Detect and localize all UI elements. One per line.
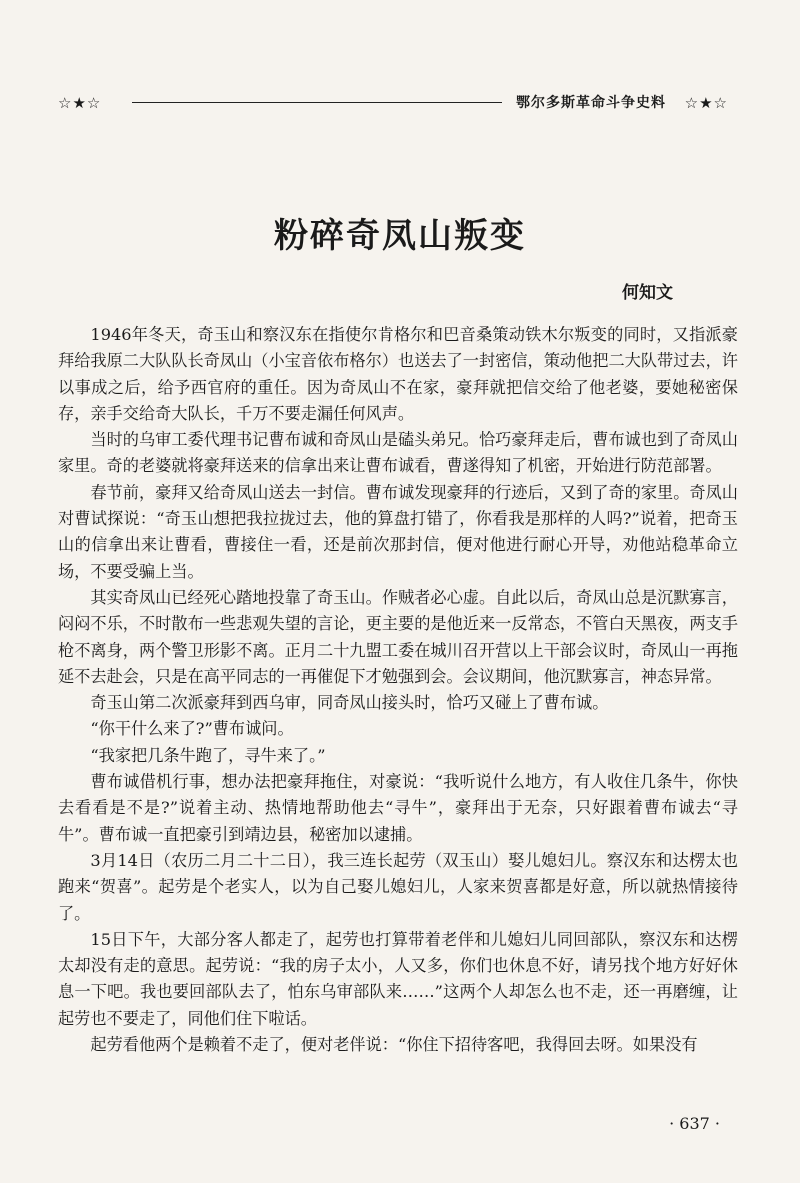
paragraph: “我家把几条牛跑了，寻牛来了。” [90, 745, 326, 765]
article-author: 何知文 [622, 283, 673, 303]
paragraph: 春节前，豪拜又给奇凤山送去一封信。曹布诚发现豪拜的行迹后，又到了奇的家里。奇凤山对曹试探说：“奇玉山想把我拉拢过去，他的算盘打错了，你看我是那样的人吗?”说着，把奇玉山的信拿出来让曹看，曹接住一看，还是前次那封信，便对他进行耐心开导，劝他站稳革命立场，不要受骗上当。 [58, 482, 738, 581]
paragraph: 其实奇凤山已经死心踏地投靠了奇玉山。作贼者必心虚。自此以后，奇凤山总是沉默寡言，闷闷不乐，不时散布一些悲观失望的言论，更主要的是他近来一反常态，不管白天黑夜，两支手枪不离身，两个警卫形影不离。正月二十九盟工委在城川召开营以上干部会议时，奇凤山一再拖延不去赴会，只是在高平同志的一再催促下才勉强到会。会议期间，他沉默寡言，神态异常。 [58, 587, 738, 686]
header-title: 鄂尔多斯革命斗争史料 [516, 95, 666, 111]
article-title: 粉碎奇凤山叛变 [274, 216, 526, 256]
paragraph: 起劳看他两个是赖着不走了，便对老伴说：“你住下招待客吧，我得回去呀。如果没有 [90, 1035, 698, 1055]
header-stars-left-icon: ☆★☆ [58, 94, 102, 112]
running-header [58, 92, 728, 114]
paragraph: 曹布诚借机行事，想办法把豪拜拖住，对豪说：“我听说什么地方，有人收住几条牛，你快去看看是不是?”说着主动、热情地帮助他去“寻牛”，豪拜出于无奈，只好跟着曹布诚去“寻牛”。曹布诚一直把豪引到靖边县，秘密加以逮捕。 [58, 772, 738, 844]
paragraph: 3月14日（农历二月二十二日），我三连长起劳（双玉山）娶儿媳妇儿。察汉东和达楞太也跑来“贺喜”。起劳是个老实人，以为自己娶儿媳妇儿，人家来贺喜都是好意，所以就热情接待了。 [58, 850, 738, 923]
page-number: · 637 · [669, 1114, 720, 1133]
header-stars-right-icon: ☆★☆ [684, 94, 728, 112]
paragraph: 奇玉山第二次派豪拜到西乌审，同奇凤山接头时，恰巧又碰上了曹布诚。 [90, 693, 609, 713]
paragraph: 1946年冬天，奇玉山和察汉东在指使尔肯格尔和巴音桑策动铁木尔叛变的同时，又指派豪拜给我原二大队队长奇凤山（小宝音依布格尔）也送去了一封密信，策动他把二大队带过去，许以事成之后，给予西官府的重任。因为奇凤山不在家，豪拜就把信交给了他老婆，要她秘密保存，亲手交给奇大队长，千万不要走漏任何风声。 [58, 325, 738, 423]
article-body [58, 322, 738, 1058]
paragraph: “你干什么来了?”曹布诚问。 [90, 719, 294, 739]
header-rule [132, 102, 502, 103]
paragraph: 15日下午，大部分客人都走了，起劳也打算带着老伴和儿媳妇儿同回部队，察汉东和达楞太却没有走的意思。起劳说：“我的房子太小，人又多，你们也休息不好，请另找个地方好好休息一下吧。我也要回部队去了，怕东乌审部队来……”这两个人却怎么也不走，还一再磨缠，让起劳也不要走了，同他们住下啦话。 [58, 929, 738, 1028]
paragraph: 当时的乌审工委代理书记曹布诚和奇凤山是磕头弟兄。恰巧豪拜走后，曹布诚也到了奇凤山家里。奇的老婆就将豪拜送来的信拿出来让曹布诚看，曹遂得知了机密，开始进行防范部署。 [58, 430, 738, 476]
